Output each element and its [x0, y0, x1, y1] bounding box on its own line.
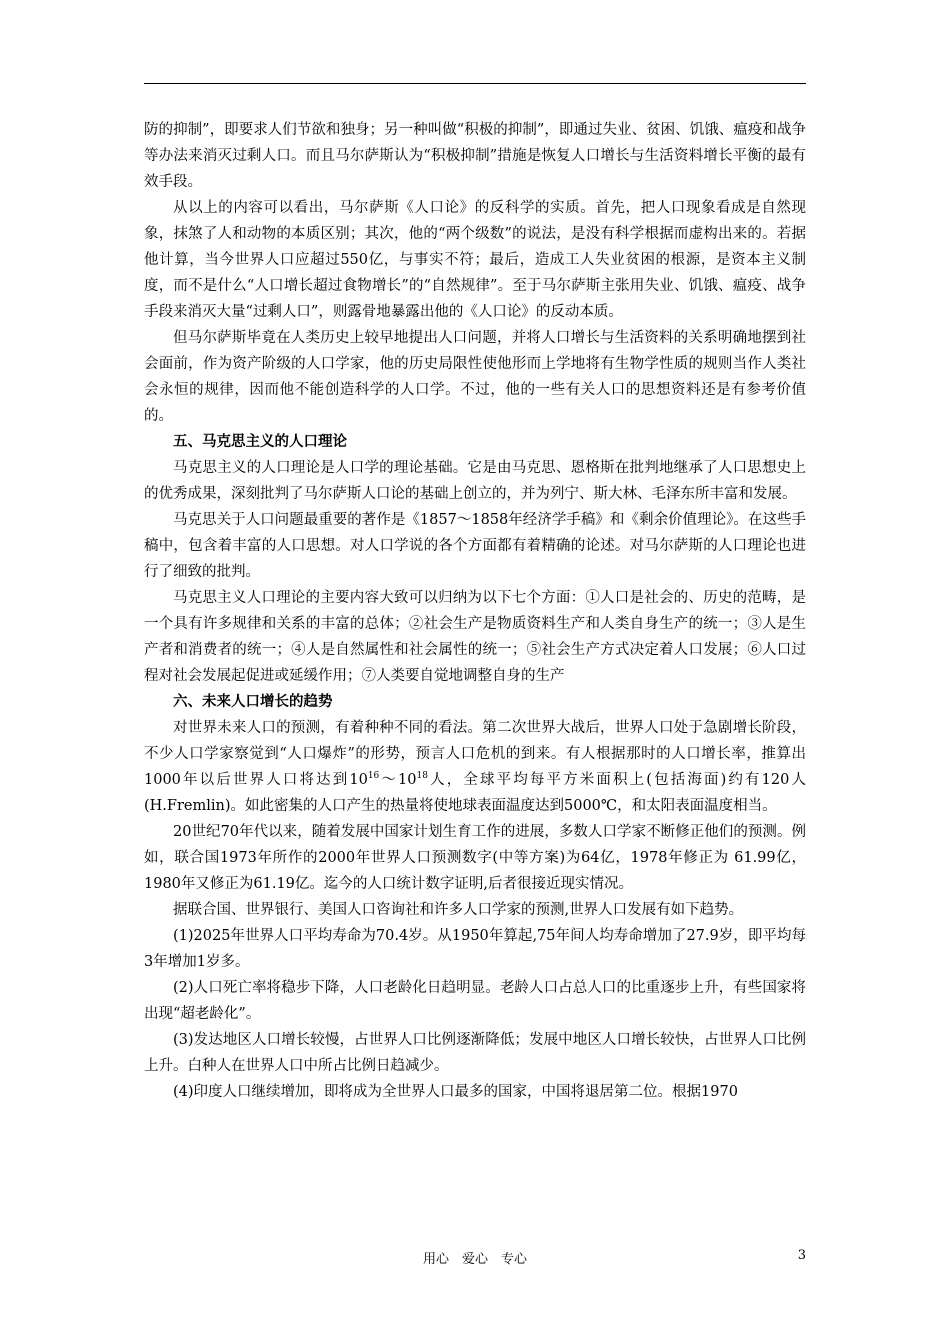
document-body [144, 117, 806, 1105]
text-segment: ～10 [379, 772, 417, 788]
paragraph-malthus-value: 但马尔萨斯毕竟在人类历史上较早地提出人口问题，并将人口增长与生活资料的关系明确地摆到社会面前，作为资产阶级的人口学家，他的历史局限性使他形而上学地将有生物学性质的规则当作人类社会永恒的规律，因而他不能创造科学的人口学。不过，他的一些有关人口的思想资料还是有参考价值的。 [144, 330, 806, 424]
list-item-trend-1: (1)2025年世界人口平均寿命为70.4岁。从1950年算起,75年间人均寿命增加了27.9岁，即平均每3年增加1岁多。 [144, 928, 806, 970]
paragraph-population-explosion [144, 715, 806, 819]
text-segment: 对世界未来人口的预测，有着种种不同的看法。第二次世界大战后，世界人口处于急剧增长阶段，不少人口学家察觉到“人口爆炸”的形势，预言人口危机的到来。有人根据那时的人口增长率，推算出1000年以后世界人口将达到10 [144, 720, 806, 788]
paragraph-marxist-basis: 马克思主义的人口理论是人口学的理论基础。它是由马克思、恩格斯在批判地继承了人口思想史上的优秀成果，深刻批判了马尔萨斯人口论的基础上创立的，并为列宁、斯大林、毛泽东所丰富和发展。 [144, 460, 806, 502]
paragraph-seven-aspects: 马克思主义人口理论的主要内容大致可以归纳为以下七个方面：①人口是社会的、历史的范畴，是一个具有许多规律和关系的丰富的总体；②社会生产是物质资料生产和人类自身生产的统一；③人是生产者和消费者的统一；④人是自然属性和社会属性的统一；⑤社会生产方式决定着人口发展；⑥人口过程对社会发展起促进或延缓作用；⑦人类要自觉地调整自身的生产 [144, 590, 806, 684]
superscript-exponent: 18 [416, 771, 428, 782]
footer-motto: 用心 爱心 专心 [422, 1252, 527, 1267]
list-item-trend-4: (4)印度人口继续增加，即将成为全世界人口最多的国家，中国将退居第二位。根据1970 [173, 1084, 738, 1100]
superscript-exponent: 16 [367, 771, 380, 782]
text-segment: 人，全球平均每平方米面积上(包括海面)约有120人(H.Fremlin)。如此密集的人口产生的热量将使地球表面温度达到5000℃，和太阳表面温度相当。 [144, 772, 806, 814]
paragraph-continuation: 防的抑制”，即要求人们节欲和独身；另一种叫做“积极的抑制”，即通过失业、贫困、饥饿、瘟疫和战争等办法来消灭过剩人口。而且马尔萨斯认为“积极抑制”措施是恢复人口增长与生活资料增长平衡的最有效手段。 [144, 122, 806, 190]
page-footer [0, 1248, 950, 1272]
page-number: 3 [797, 1248, 806, 1263]
list-item-trend-2: (2)人口死亡率将稳步下降，人口老龄化日趋明显。老龄人口占总人口的比重逐步上升，有些国家将出现“超老龄化”。 [144, 980, 806, 1022]
list-item-trend-3: (3)发达地区人口增长较慢，占世界人口比例逐渐降低；发展中地区人口增长较快，占世界人口比例上升。白种人在世界人口中所占比例日趋减少。 [144, 1032, 806, 1074]
section-heading-marxist-theory: 五、马克思主义的人口理论 [173, 433, 347, 450]
paragraph-trend-intro: 据联合国、世界银行、美国人口咨询社和许多人口学家的预测,世界人口发展有如下趋势。 [173, 902, 744, 918]
paragraph-malthus-critique: 从以上的内容可以看出，马尔萨斯《人口论》的反科学的实质。首先，把人口现象看成是自然现象，抹煞了人和动物的本质区别；其次，他的“两个级数”的说法，是没有科学根据而虚构出来的。若据他计算，当今世界人口应超过550亿，与事实不符；最后，造成工人失业贫困的根源，是资本主义制度，而不是什么“人口增长超过食物增长”的“自然规律”。至于马尔萨斯主张用失业、饥饿、瘟疫、战争手段来消灭大量“过剩人口”，则露骨地暴露出他的《人口论》的反动本质。 [144, 200, 806, 320]
paragraph-marx-works: 马克思关于人口问题最重要的著作是《1857～1858年经济学手稿》和《剩余价值理论》。在这些手稿中，包含着丰富的人口思想。对人口学说的各个方面都有着精确的论述。对马尔萨斯的人口理论也进行了细致的批判。 [144, 512, 806, 580]
section-heading-future-trends: 六、未来人口增长的趋势 [173, 693, 333, 710]
paragraph-forecast-revision: 20世纪70年代以来，随着发展中国家计划生育工作的进展，多数人口学家不断修正他们的预测。例如，联合国1973年所作的2000年世界人口预测数字(中等方案)为64亿，1978年修正为 61.99亿，1980年又修正为61.19亿。迄今的人口统计数字证明,后者很接近现实情况。 [144, 824, 806, 892]
header-rule [144, 83, 806, 84]
